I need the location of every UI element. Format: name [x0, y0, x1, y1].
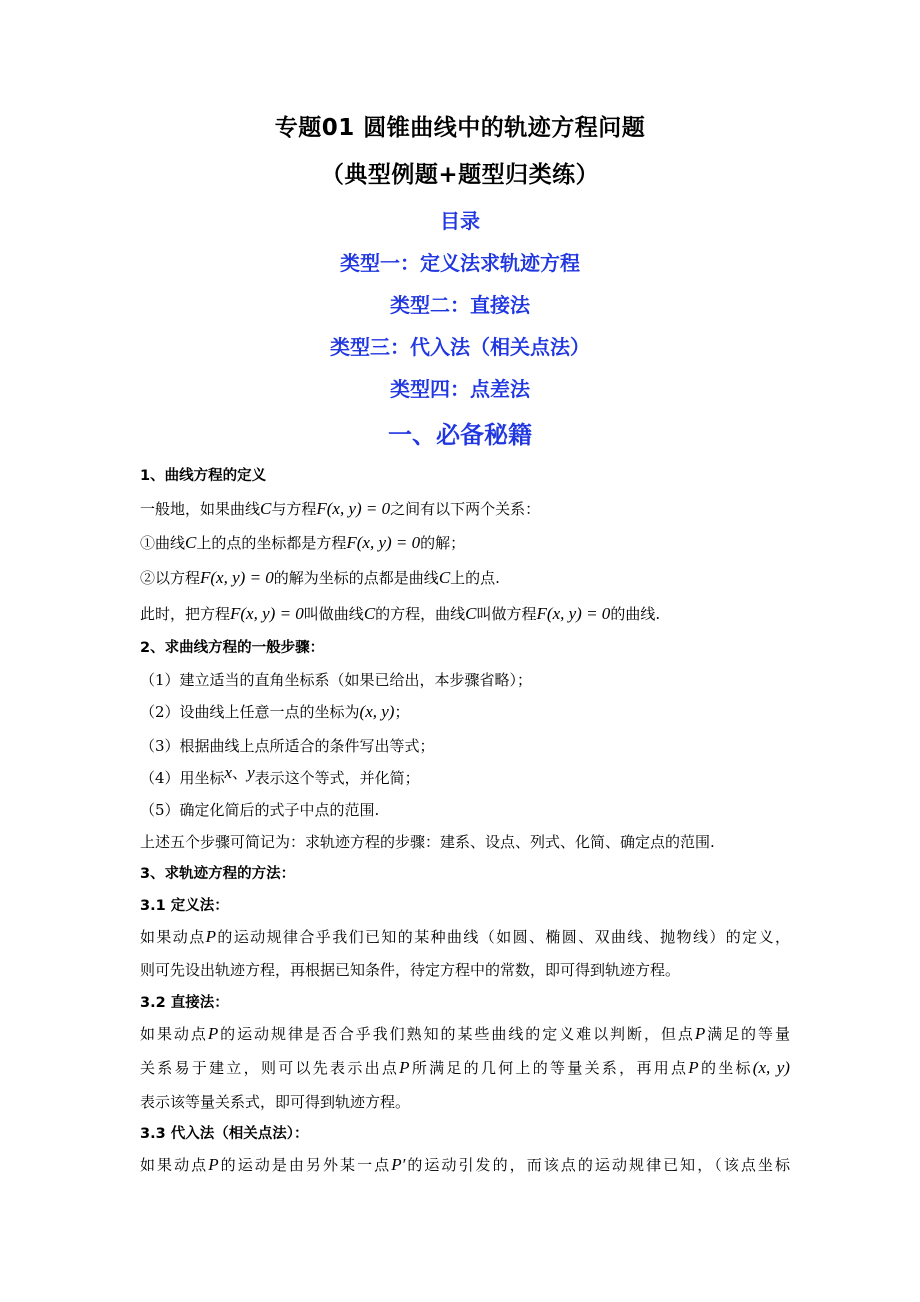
definition-line-1: 一般地，如果曲线C与方程F(x, y) = 0之间有以下两个关系：: [140, 499, 541, 518]
method-direct-line-2: 关系易于建立，则可以先表示出点P所满足的几何上的等量关系，再用点P的坐标(x, y): [140, 1058, 790, 1077]
toc-item-3[interactable]: 类型三：代入法（相关点法）: [330, 335, 590, 359]
method-substitution-line-1: 如果动点P的运动是由另外某一点P′的运动引发的，而该点的运动规律已知，（该点坐标: [140, 1155, 790, 1174]
page-subtitle: （典型例题+题型归类练）: [320, 162, 600, 188]
definition-line-3: ②以方程F(x, y) = 0的解为坐标的点都是曲线C上的点.: [140, 568, 500, 587]
steps-heading: 2、求曲线方程的一般步骤：: [140, 640, 325, 656]
step-4: （4）用坐标x、y表示这个等式，并化简；: [140, 763, 420, 787]
toc-heading: 目录: [440, 209, 480, 233]
method-definition-heading: 3.1 定义法：: [140, 898, 229, 914]
step-3: （3）根据曲线上点所适合的条件写出等式；: [140, 737, 435, 755]
step-5: （5）确定化简后的式子中点的范围.: [140, 801, 380, 819]
definition-heading: 1、曲线方程的定义: [140, 468, 267, 484]
toc-item-2[interactable]: 类型二：直接法: [390, 293, 530, 317]
definition-line-4: 此时，把方程F(x, y) = 0叫做曲线C的方程，曲线C叫做方程F(x, y) = 0的曲线.: [140, 604, 661, 623]
method-direct-line-1: 如果动点P的运动规律是否合乎我们熟知的某些曲线的定义难以判断，但点P满足的等量: [140, 1024, 790, 1043]
method-definition-line-2: 则可先设出轨迹方程，再根据已知条件，待定方程中的常数，即可得到轨迹方程。: [140, 961, 681, 979]
toc-item-4[interactable]: 类型四：点差法: [390, 377, 530, 401]
method-direct-heading: 3.2 直接法：: [140, 995, 229, 1011]
page-title: 专题01 圆锥曲线中的轨迹方程问题: [274, 115, 646, 141]
section-heading: 一、必备秘籍: [388, 421, 532, 449]
toc-item-1[interactable]: 类型一：定义法求轨迹方程: [340, 251, 580, 275]
method-substitution-heading: 3.3 代入法（相关点法）：: [140, 1126, 309, 1142]
step-2: （2）设曲线上任意一点的坐标为(x, y)；: [140, 702, 410, 721]
methods-heading: 3、求轨迹方程的方法：: [140, 866, 296, 882]
method-definition-line-1: 如果动点P的运动规律合乎我们已知的某种曲线（如圆、椭圆、双曲线、抛物线）的定义，: [140, 927, 790, 946]
step-1: （1）建立适当的直角坐标系（如果已给出，本步骤省略）；: [140, 671, 533, 689]
method-direct-line-3: 表示该等量关系式，即可得到轨迹方程。: [140, 1093, 411, 1111]
definition-line-2: ①曲线C上的点的坐标都是方程F(x, y) = 0的解；: [140, 533, 466, 552]
steps-summary: 上述五个步骤可简记为：求轨迹方程的步骤：建系、设点、列式、化简、确定点的范围.: [140, 833, 715, 851]
